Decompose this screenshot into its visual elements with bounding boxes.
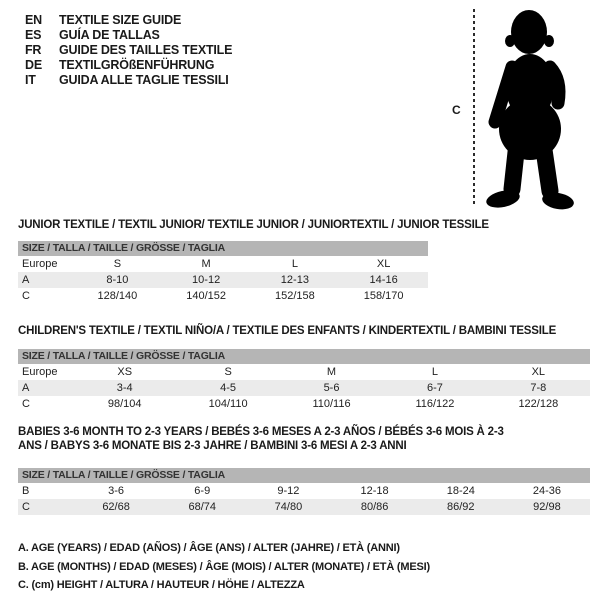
babies-table-title: BABIES 3-6 MONTH TO 2-3 YEARS / BEBÉS 3-6 MESES A 2-3 AÑOS / BÉBÉS 3-6 MOIS À 2-3 ANS / BABYS 3-6 MONATE BIS 2-3 JAHRE / BAMBINI 3-6 MESI A 2-3 ANNI bbox=[18, 426, 504, 452]
table-row bbox=[18, 499, 590, 515]
row-label: A bbox=[22, 382, 30, 394]
table-cell: 6-9 bbox=[194, 485, 211, 497]
row-label: C bbox=[22, 398, 30, 410]
row-label: A bbox=[22, 274, 30, 286]
row-label: C bbox=[22, 501, 30, 513]
language-title: GUIDE DES TAILLES TEXTILE bbox=[59, 43, 233, 57]
table-cell: L bbox=[291, 258, 298, 270]
table-cell: XL bbox=[531, 366, 546, 378]
table-cell: 3-6 bbox=[108, 485, 125, 497]
footnote-a: A. AGE (YEARS) / EDAD (AÑOS) / ÂGE (ANS) / ALTER (JAHRE) / ETÀ (ANNI) bbox=[18, 542, 400, 554]
table-cell: 68/74 bbox=[188, 501, 217, 513]
footnotes bbox=[18, 539, 430, 595]
babies-size-table bbox=[18, 468, 590, 515]
table-cell: 4-5 bbox=[220, 382, 237, 394]
language-title: TEXTILGRÖßENFÜHRUNG bbox=[59, 58, 215, 72]
children-size-table bbox=[18, 349, 590, 412]
row-label: Europe bbox=[22, 366, 58, 378]
table-cell: 5-6 bbox=[323, 382, 340, 394]
size-table-header-bar: SIZE / TALLA / TAILLE / GRÖSSE / TAGLIA bbox=[18, 349, 590, 364]
table-cell: 140/152 bbox=[186, 290, 226, 302]
language-code: FR bbox=[25, 43, 42, 57]
junior-table-title: JUNIOR TEXTILE / TEXTIL JUNIOR/ TEXTILE JUNIOR / JUNIORTEXTIL / JUNIOR TESSILE bbox=[18, 219, 489, 231]
table-cell: 8-10 bbox=[106, 274, 129, 286]
table-cell: 92/98 bbox=[533, 501, 561, 513]
table-cell: 104/110 bbox=[208, 398, 248, 410]
language-code: EN bbox=[25, 13, 42, 27]
table-cell: 62/68 bbox=[102, 501, 130, 513]
table-cell: 9-12 bbox=[277, 485, 300, 497]
table-cell: XS bbox=[117, 366, 133, 378]
table-row bbox=[18, 364, 590, 380]
baby-silhouette-icon bbox=[470, 5, 600, 210]
table-cell: 10-12 bbox=[192, 274, 221, 286]
table-cell: 3-4 bbox=[116, 382, 133, 394]
language-title: TEXTILE SIZE GUIDE bbox=[59, 13, 182, 27]
table-cell: 122/128 bbox=[518, 398, 559, 410]
table-cell: M bbox=[326, 366, 337, 378]
table-cell: 110/116 bbox=[312, 398, 351, 410]
table-cell: 80/86 bbox=[360, 501, 389, 513]
junior-size-table bbox=[18, 241, 428, 304]
table-cell: M bbox=[201, 258, 211, 270]
language-code: ES bbox=[25, 28, 42, 42]
table-cell: L bbox=[431, 366, 438, 378]
table-row bbox=[18, 288, 428, 304]
language-title: GUIDA ALLE TAGLIE TESSILI bbox=[59, 73, 229, 87]
language-title: GUÍA DE TALLAS bbox=[59, 28, 160, 42]
size-table-header-bar: SIZE / TALLA / TAILLE / GRÖSSE / TAGLIA bbox=[18, 241, 428, 256]
language-code: DE bbox=[25, 58, 42, 72]
language-line bbox=[25, 13, 232, 28]
footnote-b: B. AGE (MONTHS) / EDAD (MESES) / ÂGE (MOIS) / ALTER (MONATE) / ETÀ (MESI) bbox=[18, 560, 430, 573]
table-cell: 98/104 bbox=[107, 398, 142, 410]
table-cell: 24-36 bbox=[532, 485, 562, 497]
language-code: IT bbox=[25, 73, 36, 87]
language-line bbox=[25, 28, 232, 43]
table-cell: 86/92 bbox=[447, 501, 475, 513]
table-row bbox=[18, 483, 590, 499]
language-line bbox=[25, 58, 232, 73]
height-measure-label: C bbox=[452, 103, 461, 117]
table-cell: 12-18 bbox=[360, 485, 389, 497]
table-cell: XL bbox=[376, 258, 391, 270]
table-row bbox=[18, 396, 590, 412]
row-label: Europe bbox=[22, 258, 58, 270]
table-cell: 18-24 bbox=[446, 485, 475, 497]
table-cell: 6-7 bbox=[426, 382, 443, 394]
language-line bbox=[25, 43, 232, 58]
table-cell: 152/158 bbox=[274, 290, 315, 302]
table-cell: S bbox=[224, 366, 232, 378]
table-cell: 12-13 bbox=[280, 274, 309, 286]
row-label: C bbox=[22, 290, 30, 302]
table-cell: 74/80 bbox=[274, 501, 303, 513]
size-table-header-bar: SIZE / TALLA / TAILLE / GRÖSSE / TAGLIA bbox=[18, 468, 590, 483]
row-label: B bbox=[22, 485, 30, 497]
footnote-c: C. (cm) HEIGHT / ALTURA / HAUTEUR / HÖHE / ALTEZZA bbox=[18, 579, 305, 591]
table-cell: S bbox=[113, 258, 122, 270]
table-row bbox=[18, 256, 428, 272]
table-cell: 14-16 bbox=[369, 274, 398, 286]
table-cell: 128/140 bbox=[97, 290, 138, 302]
table-row bbox=[18, 272, 428, 288]
language-title-list bbox=[25, 13, 232, 88]
table-cell: 158/170 bbox=[363, 290, 404, 302]
children-table-title: CHILDREN'S TEXTILE / TEXTIL NIÑO/A / TEXTILE DES ENFANTS / KINDERTEXTIL / BAMBINI TESSILE bbox=[18, 325, 557, 337]
table-cell: 7-8 bbox=[530, 382, 547, 394]
table-row bbox=[18, 380, 590, 396]
language-line bbox=[25, 73, 232, 88]
table-cell: 116/122 bbox=[415, 398, 455, 410]
